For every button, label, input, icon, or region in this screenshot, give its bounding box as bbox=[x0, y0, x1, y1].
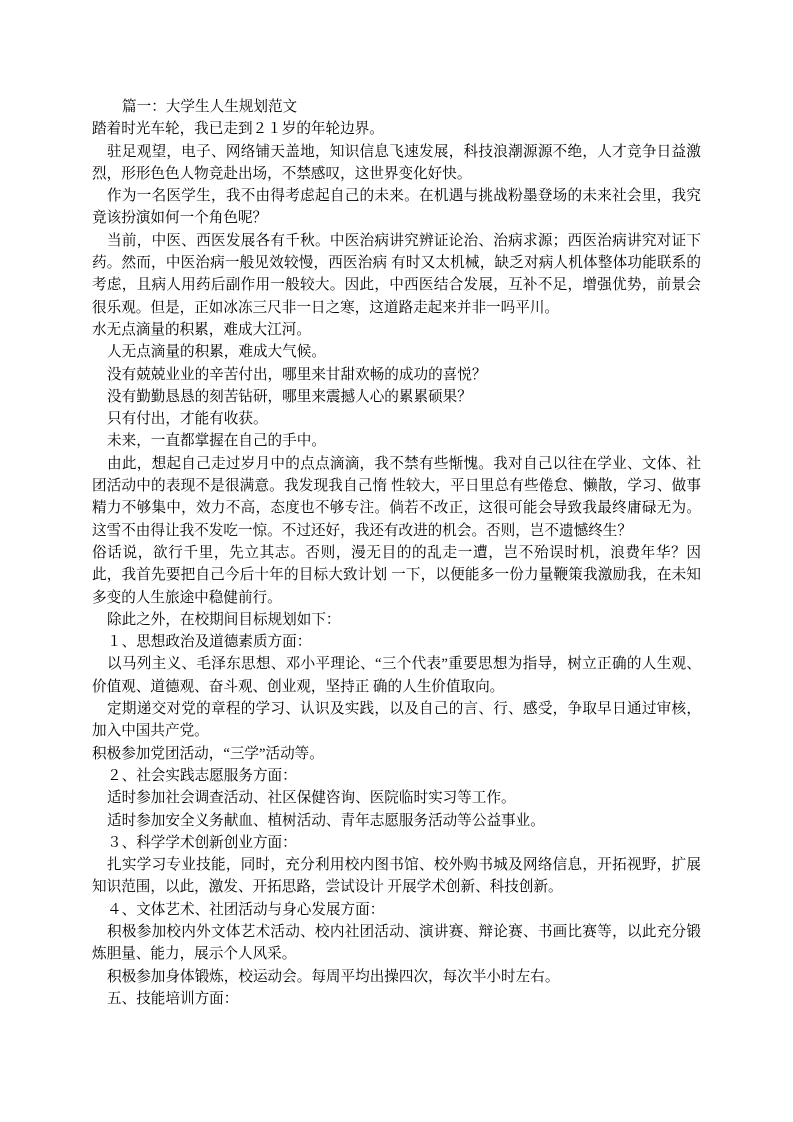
list-item: ３、科学学术创新创业方面： bbox=[107, 834, 297, 851]
list-item: １、思想政治及道德素质方面： bbox=[107, 634, 312, 651]
paragraph: 积极参加身体锻炼，校运动会。每周平均出操四次，每次半小时左右。 bbox=[107, 968, 560, 985]
document-heading: 篇一：大学生人生规划范文 bbox=[122, 99, 298, 115]
document-body bbox=[92, 96, 705, 1010]
paragraph: 人无点滴量的积累，难成大气候。 bbox=[107, 344, 326, 361]
list-item: ４、文体艺术、社团活动与身心发展方面： bbox=[107, 901, 385, 918]
paragraph: 扎实学习专业技能，同时，充分利用校内图书馆、校外购书城及网络信息，开拓视野，扩展知识范围，以此，激发、开拓思路，尝试设计 开展学术创新、科技创新。 bbox=[92, 857, 701, 896]
paragraph: 水无点滴量的积累，难成大江河。 bbox=[92, 321, 311, 338]
paragraph: 作为一名医学生，我不由得考虑起自己的未来。在机遇与挑战粉墨登场的未来社会里，我究竟该扮演如何一个角色呢？ bbox=[92, 188, 701, 227]
paragraph: 没有勤勤恳恳的刻苦钻研，哪里来震撼人心的累累硕果？ bbox=[107, 388, 472, 405]
paragraph: 踏着时光车轮，我已走到２１岁的年轮边界。 bbox=[92, 121, 384, 138]
paragraph: 以马列主义、毛泽东思想、邓小平理论、“三个代表”重要思想为指导，树立正确的人生观、价值观、道德观、奋斗观、创业观，坚持正 确的人生价值取向。 bbox=[92, 656, 701, 695]
paragraph: 适时参加社会调查活动、社区保健咨询、医院临时实习等工作。 bbox=[107, 790, 516, 807]
paragraph: 未来，一直都掌握在自己的手中。 bbox=[107, 433, 326, 450]
paragraph: 没有兢兢业业的辛苦付出，哪里来甘甜欢畅的成功的喜悦？ bbox=[107, 366, 487, 383]
paragraph: 只有付出，才能有收获。 bbox=[107, 411, 268, 428]
paragraph: 除此之外，在校期间目标规划如下： bbox=[107, 611, 341, 628]
list-item: 五、技能培训方面： bbox=[107, 990, 239, 1007]
list-item: ２、社会实践志愿服务方面： bbox=[107, 767, 297, 784]
paragraph: 积极参加党团活动，“三学”活动等。 bbox=[92, 745, 324, 762]
paragraph: 驻足观望，电子、网络铺天盖地，知识信息飞速发展，科技浪潮源源不绝，人才竞争日益激烈，形形色色人物竞赴出场，不禁感叹，这世界变化好快。 bbox=[92, 143, 701, 182]
paragraph: 由此，想起自己走过岁月中的点点滴滴，我不禁有些惭愧。我对自己以往在学业、文体、社团活动中的表现不是很满意。我发现我自己惰 性较大，平日里总有些倦怠、懒散，学习、做事精力不够集中，效力不高，态度也不够专注。倘若不改正，这很可能会导致我最终庸碌无为。 这雪不由得让我不发吃一惊。不过还好，我还有改进的机会。否则，岂不遗憾终生？ bbox=[92, 455, 705, 539]
paragraph: 定期递交对党的章程的学习、认识及实践，以及自己的言、行、感受，争取早日通过审核，加入中国共产党。 bbox=[92, 701, 701, 740]
paragraph: 当前，中医、西医发展各有千秋。中医治病讲究辨证论治、治病求源；西医治病讲究对证下药。然而，中医治病一般见效较慢，西医治病 有时又太机械，缺乏对病人机体整体功能联系的考虑，且病人用药后副作用一般较大。因此，中西医结合发展，互补不足，增强优势，前景会 很乐观。但是，正如冰冻三尺非一日之寒，这道路走起来并非一吗平川。 bbox=[92, 232, 705, 316]
paragraph: 积极参加校内外文体艺术活动、校内社团活动、演讲赛、辩论赛、书画比赛等，以此充分锻炼胆量、能力，展示个人风采。 bbox=[92, 923, 701, 963]
paragraph: 俗话说，欲行千里，先立其志。否则，漫无目的的乱走一遭，岂不殆误时机，浪费年华？因此，我首先要把自己今后十年的目标大致计划 一下，以便能多一份力量鞭策我激励我，在未知多变的人生旅途中稳健前行。 bbox=[92, 544, 701, 606]
paragraph: 适时参加安全义务献血、植树活动、青年志愿服务活动等公益事业。 bbox=[107, 812, 545, 829]
